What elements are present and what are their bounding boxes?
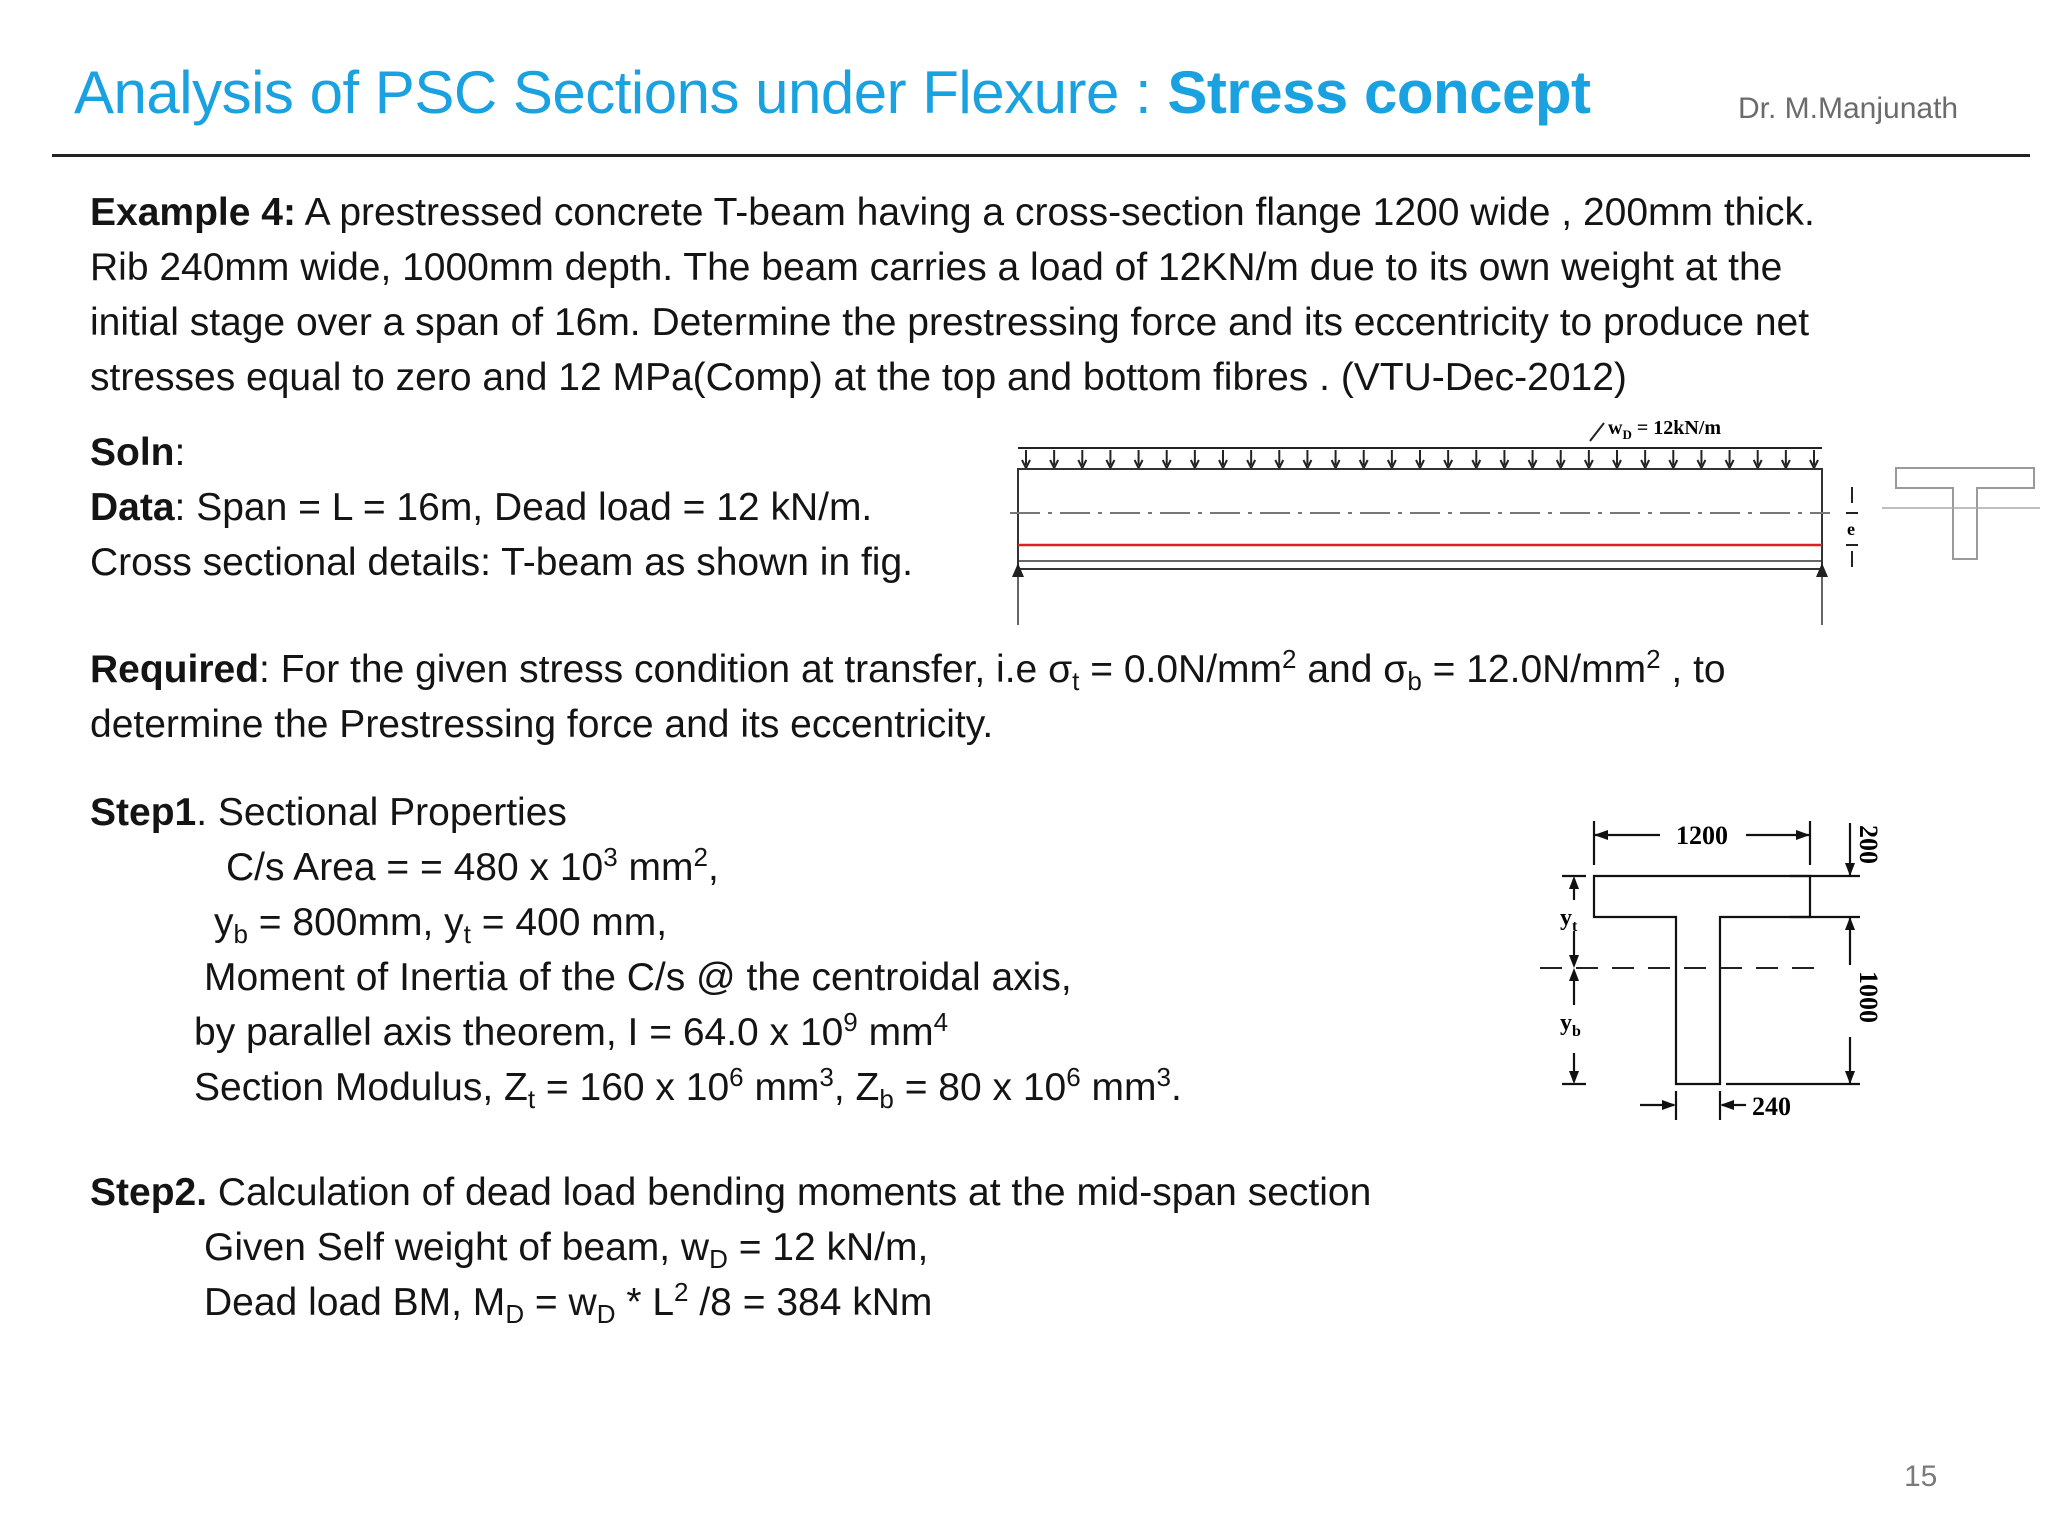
pa-s1: 9 (843, 1007, 858, 1037)
yt-sub: t (1572, 918, 1578, 935)
sw-s1: D (709, 1244, 728, 1274)
centroid-line (214, 895, 667, 950)
step2-label: Step2. (90, 1171, 208, 1214)
required-label: Required (90, 648, 260, 691)
req-s3: b (1407, 666, 1422, 696)
sw-b: = 12 kN/m, (727, 1226, 929, 1269)
y-s1: b (233, 919, 248, 949)
yb-label (1560, 1010, 1581, 1040)
moi-line: Moment of Inertia of the C/s @ the centroidal axis, (204, 956, 1072, 999)
step1-title: . Sectional Properties (196, 791, 567, 834)
req-t2: = 0.0N/mm (1079, 648, 1283, 691)
yt-label (1560, 905, 1578, 935)
step2-title: Calculation of dead load bending moments at the mid-span section (207, 1171, 1372, 1214)
area-s2: 2 (693, 842, 708, 872)
sm-s6: 3 (1156, 1062, 1171, 1092)
svg-text:wD = 12kN/m (1608, 417, 1721, 442)
rib-width-label: 240 (1752, 1092, 1791, 1121)
example-line-1 (90, 185, 1815, 240)
bm-b: = w (524, 1281, 597, 1324)
y-s2: t (463, 919, 471, 949)
area-s1: 3 (603, 842, 618, 872)
example-line-2: Rib 240mm wide, 1000mm depth. The beam carries a load of 12KN/m due to its own weight at the (90, 246, 1783, 289)
pa-a: by parallel axis theorem, I = 64.0 x 10 (194, 1011, 844, 1054)
yb-sub: b (1572, 1023, 1581, 1040)
data-label: Data (90, 486, 175, 529)
soln-colon: : (174, 431, 186, 474)
title-main: Analysis of PSC Sections under Flexure : (74, 59, 1168, 126)
title-bold: Stress concept (1167, 59, 1591, 126)
data-line (90, 480, 872, 535)
beam-elevation-figure (1000, 405, 2040, 635)
total-depth-label: 1000 (1854, 971, 1883, 1023)
parallel-axis-line (194, 1005, 948, 1060)
sm-s5: 6 (1066, 1062, 1081, 1092)
section-modulus-line (194, 1060, 1182, 1115)
area-c: , (708, 846, 719, 889)
load-rest: = 12kN/m (1631, 417, 1722, 439)
pa-s2: 4 (933, 1007, 949, 1037)
req-t1: : For the given stress condition at transfer, i.e σ (259, 648, 1073, 691)
example-label: Example 4: (90, 191, 296, 234)
bm-s3: 2 (674, 1277, 689, 1307)
y-c: = 400 mm, (470, 901, 668, 944)
sm-s1: t (527, 1084, 536, 1114)
flange-width-label: 1200 (1676, 821, 1728, 850)
req-t5: , to (1660, 648, 1726, 691)
sm-c: mm (743, 1066, 820, 1109)
header-divider (52, 154, 2030, 157)
sm-e: = 80 x 10 (893, 1066, 1067, 1109)
sm-b: = 160 x 10 (535, 1066, 730, 1109)
sw-a: Given Self weight of beam, w (204, 1226, 710, 1269)
bending-moment-line (204, 1275, 932, 1330)
yt-main: y (1560, 905, 1572, 931)
sm-a: Section Modulus, Z (194, 1066, 528, 1109)
req-s4: 2 (1646, 644, 1661, 674)
flange-depth-label: 200 (1854, 825, 1883, 864)
page-number: 15 (1904, 1460, 1938, 1493)
sm-s3: 3 (819, 1062, 834, 1092)
self-weight-line (204, 1220, 928, 1275)
sm-g: . (1171, 1066, 1182, 1109)
beam-body (1018, 469, 1822, 569)
cross-section-line: Cross sectional details: T-beam as shown in fig. (90, 541, 913, 584)
bm-s1: D (505, 1299, 525, 1329)
udl-arrows (1022, 450, 1818, 468)
load-sub: D (1622, 427, 1632, 442)
sm-s2: 6 (729, 1062, 744, 1092)
yb-main: y (1560, 1010, 1572, 1036)
y-a: y (214, 901, 234, 944)
area-a: C/s Area = = 480 x 10 (226, 846, 604, 889)
step1-heading (90, 785, 567, 840)
eccentricity-label: e (1847, 519, 1855, 539)
bm-s2: D (596, 1299, 616, 1329)
slide-title (74, 58, 1591, 127)
req-s2: 2 (1282, 644, 1297, 674)
example-line-4: stresses equal to zero and 12 MPa(Comp) at the top and bottom fibres . (VTU-Dec-2012) (90, 356, 1627, 399)
example-text-1: A prestressed concrete T-beam having a cross-section flange 1200 wide , 200mm thick. (295, 191, 1815, 234)
author-name: Dr. M.Manjunath (1738, 92, 1959, 125)
soln-heading (90, 425, 185, 480)
dimension-arrowheads (1569, 830, 1855, 1110)
sm-s4: b (879, 1084, 894, 1114)
y-b: = 800mm, y (247, 901, 464, 944)
small-tbeam-icon (1882, 468, 2040, 559)
req-s1: t (1072, 666, 1080, 696)
load-w: w (1608, 417, 1623, 439)
sm-d: , Z (833, 1066, 880, 1109)
bm-a: Dead load BM, M (204, 1281, 506, 1324)
required-line-1 (90, 642, 1726, 697)
req-t4: = 12.0N/mm (1421, 648, 1647, 691)
load-label (1590, 417, 1721, 442)
sm-f: mm (1080, 1066, 1157, 1109)
t-section-outline (1594, 876, 1810, 1084)
step1-label: Step1 (90, 791, 197, 834)
required-line-2: determine the Prestressing force and its eccentricity. (90, 703, 994, 746)
soln-label: Soln (90, 431, 175, 474)
data-text: : Span = L = 16m, Dead load = 12 kN/m. (174, 486, 873, 529)
bm-d: /8 = 384 kNm (688, 1281, 933, 1324)
bm-c: * L (615, 1281, 675, 1324)
step2-heading (90, 1165, 1371, 1220)
example-line-3: initial stage over a span of 16m. Determine the prestressing force and its eccentricity to produce net (90, 301, 1810, 344)
pa-b: mm (857, 1011, 934, 1054)
area-line (226, 840, 719, 895)
req-t3: and σ (1296, 648, 1408, 691)
t-section-figure (1490, 775, 1890, 1135)
area-b: mm (617, 846, 694, 889)
